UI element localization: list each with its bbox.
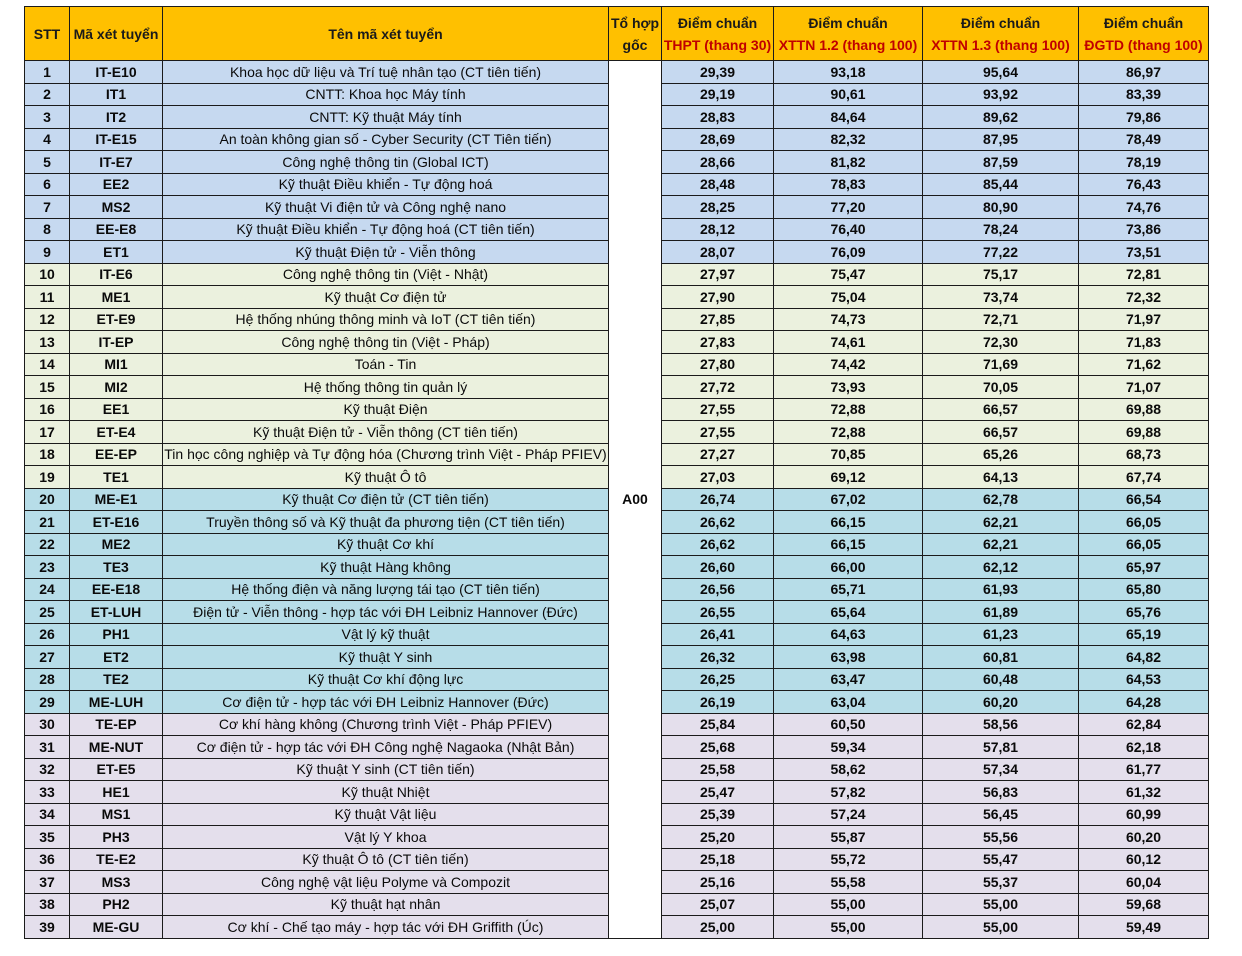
cell-dgtd: 71,83 bbox=[1079, 331, 1209, 354]
cell-code: ME-GU bbox=[70, 916, 163, 939]
cell-xttn12: 74,61 bbox=[774, 331, 923, 354]
cell-dgtd: 71,97 bbox=[1079, 308, 1209, 331]
cell-name: Cơ điện tử - hợp tác với ĐH Công nghệ Nagaoka (Nhật Bản) bbox=[163, 736, 609, 759]
cell-xttn12: 63,04 bbox=[774, 691, 923, 714]
cell-dgtd: 60,99 bbox=[1079, 803, 1209, 826]
cell-thpt: 26,56 bbox=[662, 578, 774, 601]
header-dgtd bbox=[1079, 7, 1209, 61]
cell-name: Kỹ thuật Điều khiển - Tự động hoá (CT tiên tiến) bbox=[163, 218, 609, 241]
cell-xttn12: 65,71 bbox=[774, 578, 923, 601]
cell-stt: 15 bbox=[25, 376, 70, 399]
cell-xttn13: 64,13 bbox=[923, 466, 1079, 489]
cell-dgtd: 79,86 bbox=[1079, 106, 1209, 129]
cell-xttn12: 55,87 bbox=[774, 826, 923, 849]
cell-xttn13: 65,26 bbox=[923, 443, 1079, 466]
cell-dgtd: 61,77 bbox=[1079, 758, 1209, 781]
cell-thpt: 28,25 bbox=[662, 196, 774, 219]
cell-code: ME-E1 bbox=[70, 488, 163, 511]
cell-thpt: 25,20 bbox=[662, 826, 774, 849]
header-combo bbox=[609, 7, 662, 61]
cell-xttn12: 66,00 bbox=[774, 556, 923, 579]
cell-name: Kỹ thuật Hàng không bbox=[163, 556, 609, 579]
cell-code: TE3 bbox=[70, 556, 163, 579]
cell-xttn13: 60,20 bbox=[923, 691, 1079, 714]
cell-name: Kỹ thuật Ô tô bbox=[163, 466, 609, 489]
cell-stt: 16 bbox=[25, 398, 70, 421]
cell-name: Vật lý Y khoa bbox=[163, 826, 609, 849]
cell-code: MI2 bbox=[70, 376, 163, 399]
cell-thpt: 26,62 bbox=[662, 511, 774, 534]
cell-code: ET-E9 bbox=[70, 308, 163, 331]
cell-xttn12: 66,15 bbox=[774, 511, 923, 534]
cell-stt: 14 bbox=[25, 353, 70, 376]
cell-xttn12: 76,09 bbox=[774, 241, 923, 264]
cell-xttn12: 75,47 bbox=[774, 263, 923, 286]
cell-stt: 13 bbox=[25, 331, 70, 354]
cell-dgtd: 86,97 bbox=[1079, 61, 1209, 84]
cell-stt: 34 bbox=[25, 803, 70, 826]
cell-stt: 4 bbox=[25, 128, 70, 151]
cell-xttn12: 55,00 bbox=[774, 916, 923, 939]
cell-name: Kỹ thuật Y sinh bbox=[163, 646, 609, 669]
cell-xttn13: 72,30 bbox=[923, 331, 1079, 354]
cell-code: ET-E4 bbox=[70, 421, 163, 444]
cell-xttn13: 80,90 bbox=[923, 196, 1079, 219]
cell-xttn13: 61,23 bbox=[923, 623, 1079, 646]
cell-code: TE1 bbox=[70, 466, 163, 489]
cell-stt: 29 bbox=[25, 691, 70, 714]
cell-xttn12: 70,85 bbox=[774, 443, 923, 466]
cell-name: Công nghệ thông tin (Việt - Pháp) bbox=[163, 331, 609, 354]
cell-thpt: 26,74 bbox=[662, 488, 774, 511]
cell-stt: 11 bbox=[25, 286, 70, 309]
header-xttn13-line1: Điểm chuẩn bbox=[960, 14, 1041, 31]
cell-xttn12: 78,83 bbox=[774, 173, 923, 196]
cell-xttn13: 56,83 bbox=[923, 781, 1079, 804]
cell-xttn12: 82,32 bbox=[774, 128, 923, 151]
table-body bbox=[25, 61, 1209, 939]
cell-dgtd: 73,51 bbox=[1079, 241, 1209, 264]
cell-stt: 38 bbox=[25, 893, 70, 916]
cell-code: MI1 bbox=[70, 353, 163, 376]
cell-xttn13: 73,74 bbox=[923, 286, 1079, 309]
cell-code: ET-E5 bbox=[70, 758, 163, 781]
cell-dgtd: 67,74 bbox=[1079, 466, 1209, 489]
cell-stt: 24 bbox=[25, 578, 70, 601]
table-row bbox=[25, 61, 1209, 84]
cell-name: Hệ thống nhúng thông minh và IoT (CT tiên tiến) bbox=[163, 308, 609, 331]
cell-code: MS1 bbox=[70, 803, 163, 826]
cell-stt: 22 bbox=[25, 533, 70, 556]
cell-dgtd: 60,04 bbox=[1079, 871, 1209, 894]
cell-dgtd: 74,76 bbox=[1079, 196, 1209, 219]
header-code: Mã xét tuyển bbox=[70, 7, 163, 61]
cell-dgtd: 78,19 bbox=[1079, 151, 1209, 174]
cell-name: Toán - Tin bbox=[163, 353, 609, 376]
cell-dgtd: 71,07 bbox=[1079, 376, 1209, 399]
cell-dgtd: 65,76 bbox=[1079, 601, 1209, 624]
header-xttn13-line2: XTTN 1.3 (thang 100) bbox=[931, 36, 1070, 53]
cell-name: Điện tử - Viễn thông - hợp tác với ĐH Leibniz Hannover (Đức) bbox=[163, 601, 609, 624]
cell-dgtd: 68,73 bbox=[1079, 443, 1209, 466]
cell-code: PH1 bbox=[70, 623, 163, 646]
cell-xttn12: 84,64 bbox=[774, 106, 923, 129]
cell-dgtd: 64,82 bbox=[1079, 646, 1209, 669]
cell-thpt: 28,83 bbox=[662, 106, 774, 129]
cell-thpt: 27,83 bbox=[662, 331, 774, 354]
cell-code: ET-LUH bbox=[70, 601, 163, 624]
cell-dgtd: 61,32 bbox=[1079, 781, 1209, 804]
cell-xttn13: 57,34 bbox=[923, 758, 1079, 781]
cell-combo: A00 bbox=[609, 61, 662, 939]
header-xttn13 bbox=[923, 7, 1079, 61]
cell-xttn12: 63,98 bbox=[774, 646, 923, 669]
cell-code: MS2 bbox=[70, 196, 163, 219]
cell-stt: 27 bbox=[25, 646, 70, 669]
cell-code: TE2 bbox=[70, 668, 163, 691]
cell-dgtd: 66,54 bbox=[1079, 488, 1209, 511]
cell-dgtd: 65,80 bbox=[1079, 578, 1209, 601]
cell-thpt: 27,27 bbox=[662, 443, 774, 466]
cell-thpt: 27,72 bbox=[662, 376, 774, 399]
cell-stt: 21 bbox=[25, 511, 70, 534]
cell-code: ME-LUH bbox=[70, 691, 163, 714]
cell-code: TE-E2 bbox=[70, 848, 163, 871]
cell-xttn12: 73,93 bbox=[774, 376, 923, 399]
cell-name: Vật lý kỹ thuật bbox=[163, 623, 609, 646]
cell-name: Kỹ thuật Cơ khí động lực bbox=[163, 668, 609, 691]
cell-stt: 31 bbox=[25, 736, 70, 759]
cell-xttn13: 55,00 bbox=[923, 893, 1079, 916]
cell-xttn13: 87,95 bbox=[923, 128, 1079, 151]
cell-thpt: 27,80 bbox=[662, 353, 774, 376]
cell-dgtd: 59,68 bbox=[1079, 893, 1209, 916]
cell-stt: 20 bbox=[25, 488, 70, 511]
cell-xttn12: 69,12 bbox=[774, 466, 923, 489]
cell-stt: 30 bbox=[25, 713, 70, 736]
admission-table-container bbox=[24, 6, 1209, 939]
cell-name: Cơ khí hàng không (Chương trình Việt - Pháp PFIEV) bbox=[163, 713, 609, 736]
cell-thpt: 26,19 bbox=[662, 691, 774, 714]
cell-xttn12: 76,40 bbox=[774, 218, 923, 241]
cell-dgtd: 71,62 bbox=[1079, 353, 1209, 376]
cell-xttn13: 62,12 bbox=[923, 556, 1079, 579]
cell-xttn13: 62,21 bbox=[923, 511, 1079, 534]
cell-code: IT1 bbox=[70, 83, 163, 106]
cell-xttn13: 55,56 bbox=[923, 826, 1079, 849]
cell-code: ME1 bbox=[70, 286, 163, 309]
cell-xttn13: 72,71 bbox=[923, 308, 1079, 331]
cell-xttn13: 66,57 bbox=[923, 421, 1079, 444]
cell-name: Khoa học dữ liệu và Trí tuệ nhân tạo (CT tiên tiến) bbox=[163, 61, 609, 84]
cell-xttn13: 55,00 bbox=[923, 916, 1079, 939]
cell-stt: 3 bbox=[25, 106, 70, 129]
cell-thpt: 25,58 bbox=[662, 758, 774, 781]
cell-dgtd: 62,18 bbox=[1079, 736, 1209, 759]
cell-code: HE1 bbox=[70, 781, 163, 804]
cell-xttn12: 75,04 bbox=[774, 286, 923, 309]
cell-stt: 39 bbox=[25, 916, 70, 939]
cell-stt: 10 bbox=[25, 263, 70, 286]
cell-xttn13: 58,56 bbox=[923, 713, 1079, 736]
cell-name: Kỹ thuật Điện tử - Viễn thông bbox=[163, 241, 609, 264]
cell-xttn12: 58,62 bbox=[774, 758, 923, 781]
cell-xttn13: 87,59 bbox=[923, 151, 1079, 174]
header-name: Tên mã xét tuyển bbox=[163, 7, 609, 61]
cell-xttn12: 57,24 bbox=[774, 803, 923, 826]
header-xttn12-line1: Điểm chuẩn bbox=[808, 14, 888, 31]
cell-dgtd: 76,43 bbox=[1079, 173, 1209, 196]
cell-name: Tin học công nghiệp và Tự động hóa (Chương trình Việt - Pháp PFIEV) bbox=[163, 443, 609, 466]
cell-xttn12: 64,63 bbox=[774, 623, 923, 646]
cell-thpt: 26,32 bbox=[662, 646, 774, 669]
cell-name: Kỹ thuật Vi điện tử và Công nghệ nano bbox=[163, 196, 609, 219]
cell-xttn12: 67,02 bbox=[774, 488, 923, 511]
cell-thpt: 26,62 bbox=[662, 533, 774, 556]
cell-thpt: 26,55 bbox=[662, 601, 774, 624]
cell-xttn13: 70,05 bbox=[923, 376, 1079, 399]
cell-xttn13: 60,48 bbox=[923, 668, 1079, 691]
cell-thpt: 26,25 bbox=[662, 668, 774, 691]
cell-xttn13: 85,44 bbox=[923, 173, 1079, 196]
cell-thpt: 28,48 bbox=[662, 173, 774, 196]
cell-xttn13: 55,37 bbox=[923, 871, 1079, 894]
cell-name: Kỹ thuật Cơ điện tử bbox=[163, 286, 609, 309]
header-combo-line2: gốc bbox=[622, 36, 648, 53]
cell-xttn12: 57,82 bbox=[774, 781, 923, 804]
cell-xttn12: 59,34 bbox=[774, 736, 923, 759]
cell-thpt: 27,85 bbox=[662, 308, 774, 331]
cell-name: Kỹ thuật Ô tô (CT tiên tiến) bbox=[163, 848, 609, 871]
cell-thpt: 27,90 bbox=[662, 286, 774, 309]
cell-thpt: 27,55 bbox=[662, 398, 774, 421]
header-thpt-line2: THPT (thang 30) bbox=[663, 36, 772, 53]
cell-xttn12: 55,72 bbox=[774, 848, 923, 871]
cell-code: EE-E18 bbox=[70, 578, 163, 601]
cell-thpt: 25,00 bbox=[662, 916, 774, 939]
cell-xttn13: 62,78 bbox=[923, 488, 1079, 511]
cell-code: IT-E7 bbox=[70, 151, 163, 174]
cell-stt: 17 bbox=[25, 421, 70, 444]
cell-name: Kỹ thuật hạt nhân bbox=[163, 893, 609, 916]
cell-stt: 9 bbox=[25, 241, 70, 264]
cell-thpt: 29,19 bbox=[662, 83, 774, 106]
cell-thpt: 27,55 bbox=[662, 421, 774, 444]
cell-name: CNTT: Kỹ thuật Máy tính bbox=[163, 106, 609, 129]
cell-thpt: 25,84 bbox=[662, 713, 774, 736]
cell-name: An toàn không gian số - Cyber Security (CT Tiên tiến) bbox=[163, 128, 609, 151]
cell-dgtd: 64,28 bbox=[1079, 691, 1209, 714]
cell-code: IT-E15 bbox=[70, 128, 163, 151]
header-row bbox=[25, 7, 1209, 61]
cell-dgtd: 65,19 bbox=[1079, 623, 1209, 646]
cell-dgtd: 69,88 bbox=[1079, 398, 1209, 421]
cell-dgtd: 69,88 bbox=[1079, 421, 1209, 444]
cell-xttn13: 75,17 bbox=[923, 263, 1079, 286]
cell-xttn12: 65,64 bbox=[774, 601, 923, 624]
cell-stt: 6 bbox=[25, 173, 70, 196]
cell-xttn12: 72,88 bbox=[774, 398, 923, 421]
cell-code: ET1 bbox=[70, 241, 163, 264]
cell-stt: 5 bbox=[25, 151, 70, 174]
cell-xttn13: 71,69 bbox=[923, 353, 1079, 376]
cell-name: Công nghệ vật liệu Polyme và Compozit bbox=[163, 871, 609, 894]
cell-dgtd: 59,49 bbox=[1079, 916, 1209, 939]
cell-name: Kỹ thuật Điều khiển - Tự động hoá bbox=[163, 173, 609, 196]
header-thpt bbox=[662, 7, 774, 61]
cell-stt: 32 bbox=[25, 758, 70, 781]
cell-name: Kỹ thuật Điện tử - Viễn thông (CT tiên tiến) bbox=[163, 421, 609, 444]
cell-xttn13: 66,57 bbox=[923, 398, 1079, 421]
cell-name: Hệ thống thông tin quản lý bbox=[163, 376, 609, 399]
cell-code: IT-EP bbox=[70, 331, 163, 354]
cell-xttn13: 61,93 bbox=[923, 578, 1079, 601]
cell-dgtd: 66,05 bbox=[1079, 511, 1209, 534]
cell-stt: 1 bbox=[25, 61, 70, 84]
header-xttn12-line2: XTTN 1.2 (thang 100) bbox=[778, 36, 918, 53]
cell-stt: 25 bbox=[25, 601, 70, 624]
cell-code: PH3 bbox=[70, 826, 163, 849]
cell-name: Hệ thống điện và năng lượng tái tạo (CT tiên tiến) bbox=[163, 578, 609, 601]
cell-xttn13: 55,47 bbox=[923, 848, 1079, 871]
cell-name: Truyền thông số và Kỹ thuật đa phương tiện (CT tiên tiến) bbox=[163, 511, 609, 534]
cell-name: Công nghệ thông tin (Global ICT) bbox=[163, 151, 609, 174]
cell-xttn13: 78,24 bbox=[923, 218, 1079, 241]
cell-xttn13: 93,92 bbox=[923, 83, 1079, 106]
cell-xttn12: 60,50 bbox=[774, 713, 923, 736]
cell-xttn12: 93,18 bbox=[774, 61, 923, 84]
cell-dgtd: 64,53 bbox=[1079, 668, 1209, 691]
cell-dgtd: 65,97 bbox=[1079, 556, 1209, 579]
cell-dgtd: 83,39 bbox=[1079, 83, 1209, 106]
cell-dgtd: 60,20 bbox=[1079, 826, 1209, 849]
cell-thpt: 28,66 bbox=[662, 151, 774, 174]
cell-stt: 8 bbox=[25, 218, 70, 241]
cell-name: Công nghệ thông tin (Việt - Nhật) bbox=[163, 263, 609, 286]
cell-code: ET-E16 bbox=[70, 511, 163, 534]
cell-thpt: 25,68 bbox=[662, 736, 774, 759]
cell-stt: 26 bbox=[25, 623, 70, 646]
cell-dgtd: 72,81 bbox=[1079, 263, 1209, 286]
cell-xttn12: 72,88 bbox=[774, 421, 923, 444]
cell-dgtd: 60,12 bbox=[1079, 848, 1209, 871]
cell-thpt: 25,47 bbox=[662, 781, 774, 804]
cell-name: Kỹ thuật Vật liệu bbox=[163, 803, 609, 826]
cell-thpt: 28,69 bbox=[662, 128, 774, 151]
cell-xttn12: 66,15 bbox=[774, 533, 923, 556]
cell-xttn13: 77,22 bbox=[923, 241, 1079, 264]
cell-xttn12: 77,20 bbox=[774, 196, 923, 219]
cell-xttn12: 81,82 bbox=[774, 151, 923, 174]
header-thpt-line1: Điểm chuẩn bbox=[677, 14, 758, 31]
header-xttn12 bbox=[774, 7, 923, 61]
cell-name: Kỹ thuật Y sinh (CT tiên tiến) bbox=[163, 758, 609, 781]
cell-dgtd: 66,05 bbox=[1079, 533, 1209, 556]
cell-code: PH2 bbox=[70, 893, 163, 916]
cell-xttn13: 56,45 bbox=[923, 803, 1079, 826]
cell-thpt: 29,39 bbox=[662, 61, 774, 84]
cell-code: EE1 bbox=[70, 398, 163, 421]
cell-name: Kỹ thuật Cơ điện tử (CT tiên tiến) bbox=[163, 488, 609, 511]
cell-stt: 33 bbox=[25, 781, 70, 804]
cell-name: Kỹ thuật Điện bbox=[163, 398, 609, 421]
cell-thpt: 27,03 bbox=[662, 466, 774, 489]
cell-code: EE2 bbox=[70, 173, 163, 196]
header-dgtd-line2: ĐGTD (thang 100) bbox=[1084, 36, 1203, 53]
cell-stt: 18 bbox=[25, 443, 70, 466]
header-combo-line1: Tổ hợp bbox=[610, 14, 660, 31]
cell-name: Kỹ thuật Nhiệt bbox=[163, 781, 609, 804]
cell-code: IT-E6 bbox=[70, 263, 163, 286]
cell-thpt: 27,97 bbox=[662, 263, 774, 286]
cell-xttn13: 60,81 bbox=[923, 646, 1079, 669]
cell-xttn13: 62,21 bbox=[923, 533, 1079, 556]
cell-code: ET2 bbox=[70, 646, 163, 669]
cell-thpt: 28,07 bbox=[662, 241, 774, 264]
cell-stt: 2 bbox=[25, 83, 70, 106]
header-stt: STT bbox=[25, 7, 70, 61]
cell-thpt: 26,60 bbox=[662, 556, 774, 579]
cell-stt: 7 bbox=[25, 196, 70, 219]
cell-thpt: 25,39 bbox=[662, 803, 774, 826]
cell-stt: 19 bbox=[25, 466, 70, 489]
cell-code: EE-E8 bbox=[70, 218, 163, 241]
cell-stt: 23 bbox=[25, 556, 70, 579]
cell-stt: 36 bbox=[25, 848, 70, 871]
table-header bbox=[25, 7, 1209, 61]
cell-xttn13: 57,81 bbox=[923, 736, 1079, 759]
header-dgtd-line1: Điểm chuẩn bbox=[1103, 14, 1184, 31]
cell-xttn12: 90,61 bbox=[774, 83, 923, 106]
cell-name: Cơ điện tử - hợp tác với ĐH Leibniz Hannover (Đức) bbox=[163, 691, 609, 714]
admission-score-table bbox=[24, 6, 1209, 939]
cell-xttn12: 74,42 bbox=[774, 353, 923, 376]
cell-code: EE-EP bbox=[70, 443, 163, 466]
cell-stt: 28 bbox=[25, 668, 70, 691]
cell-thpt: 25,07 bbox=[662, 893, 774, 916]
cell-code: IT2 bbox=[70, 106, 163, 129]
cell-code: TE-EP bbox=[70, 713, 163, 736]
cell-thpt: 26,41 bbox=[662, 623, 774, 646]
cell-thpt: 28,12 bbox=[662, 218, 774, 241]
cell-thpt: 25,16 bbox=[662, 871, 774, 894]
cell-xttn12: 55,58 bbox=[774, 871, 923, 894]
cell-xttn12: 55,00 bbox=[774, 893, 923, 916]
cell-dgtd: 72,32 bbox=[1079, 286, 1209, 309]
cell-code: IT-E10 bbox=[70, 61, 163, 84]
cell-dgtd: 62,84 bbox=[1079, 713, 1209, 736]
cell-dgtd: 78,49 bbox=[1079, 128, 1209, 151]
cell-name: Kỹ thuật Cơ khí bbox=[163, 533, 609, 556]
cell-xttn12: 74,73 bbox=[774, 308, 923, 331]
cell-xttn13: 61,89 bbox=[923, 601, 1079, 624]
cell-stt: 12 bbox=[25, 308, 70, 331]
cell-code: ME2 bbox=[70, 533, 163, 556]
cell-xttn13: 95,64 bbox=[923, 61, 1079, 84]
cell-xttn13: 89,62 bbox=[923, 106, 1079, 129]
cell-stt: 37 bbox=[25, 871, 70, 894]
cell-name: Cơ khí - Chế tạo máy - hợp tác với ĐH Griffith (Úc) bbox=[163, 916, 609, 939]
cell-code: ME-NUT bbox=[70, 736, 163, 759]
cell-dgtd: 73,86 bbox=[1079, 218, 1209, 241]
cell-stt: 35 bbox=[25, 826, 70, 849]
cell-name: CNTT: Khoa học Máy tính bbox=[163, 83, 609, 106]
cell-thpt: 25,18 bbox=[662, 848, 774, 871]
cell-code: MS3 bbox=[70, 871, 163, 894]
cell-xttn12: 63,47 bbox=[774, 668, 923, 691]
